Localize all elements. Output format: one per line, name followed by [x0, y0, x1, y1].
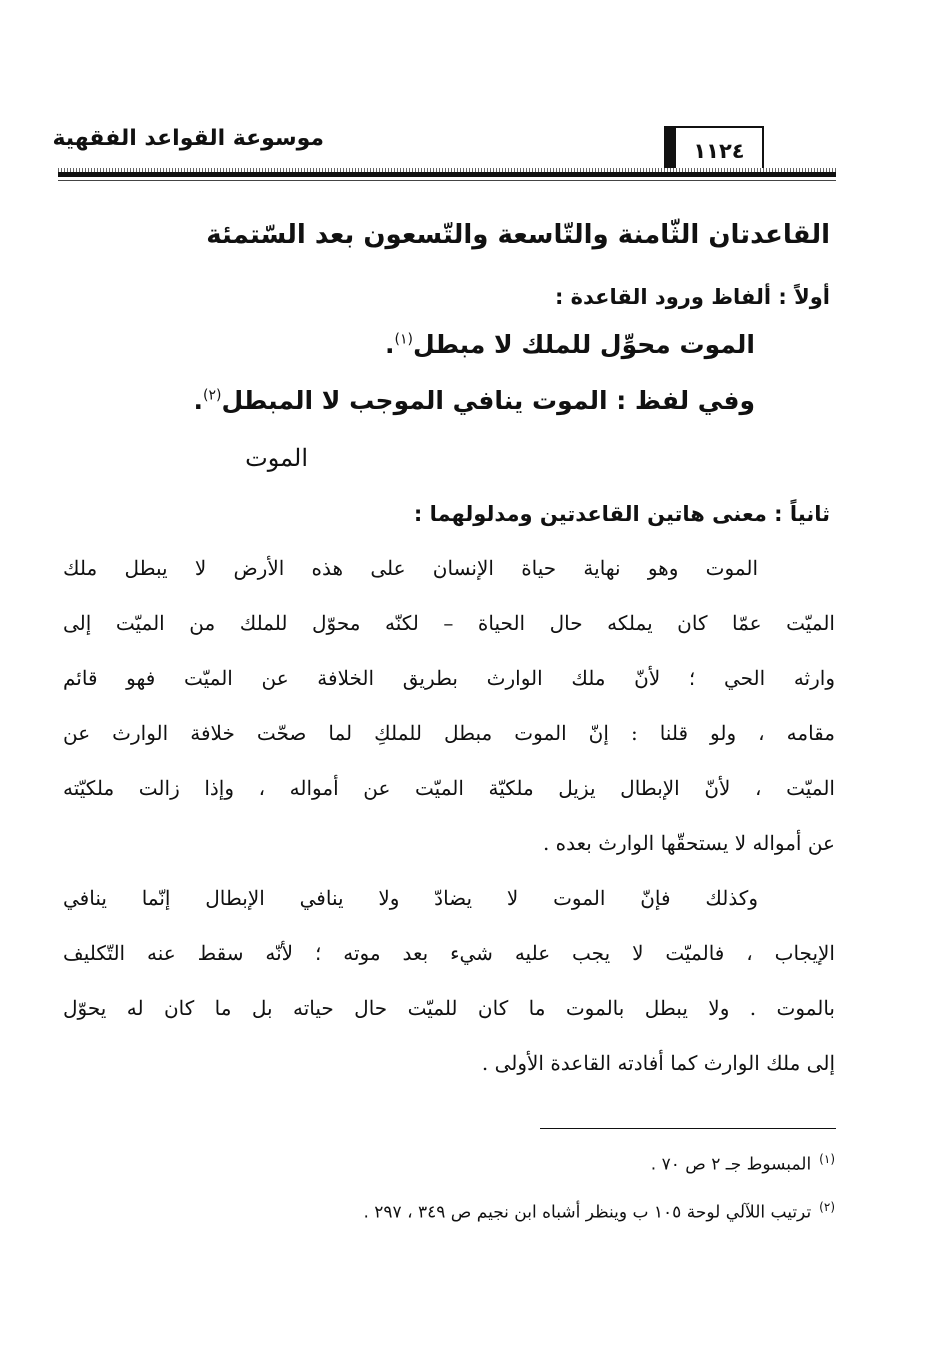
footnote-ref-1: (١) — [394, 331, 413, 348]
rule-statement-1-text: الموت محوِّل للملك لا مبطل — [413, 330, 755, 359]
header-thin-rule — [58, 180, 836, 181]
footnote-2 — [95, 1200, 835, 1223]
rule-statement-1 — [55, 330, 755, 359]
paragraph1-line: الميّت عمّا كان يملكه حال الحياة – لكنّه محوّل للملك من الميّت إلى — [63, 611, 835, 635]
section-heading-meaning: ثانياً : معنى هاتين القاعدتين ومدلولهما : — [413, 502, 830, 526]
footnote-2-mark: (٢) — [819, 1200, 835, 1214]
footnote-2-text: ترتيب اللآلي لوحة ١٠٥ ب وينظر أشباه ابن نجيم ص ٣٤٩ ، ٢٩٧ . — [363, 1202, 812, 1223]
paragraph2-line: إلى ملك الوارث كما أفادته القاعدة الأولى . — [481, 1051, 835, 1075]
paragraph1-line: عن أمواله لا يستحقّها الوارث بعده . — [542, 831, 835, 855]
footnote-separator — [540, 1128, 836, 1129]
paragraph2-line: بالموت . ولا يبطل بالموت ما كان للميّت حال حياته بل ما كان له يحوّل — [63, 996, 835, 1020]
section-heading-wording: أولاً : ألفاظ ورود القاعدة : — [554, 285, 830, 309]
rule-statement-1-end: . — [385, 330, 395, 359]
footnote-1-text: المبسوط جـ ٢ ص ٧٠ . — [650, 1154, 812, 1175]
footnote-ref-2: (٢) — [203, 387, 222, 404]
paragraph1-line: الميّت ، لأنّ الإبطال يزيل ملكيّة الميّت عن أمواله ، وإذا زالت ملكيّته — [63, 776, 835, 800]
rule-title: القاعدتان الثّامنة والتّاسعة والتّسعون بعد السّتمئة — [206, 220, 830, 250]
header-rule — [58, 172, 836, 177]
paragraph2-line: الإيجاب ، فالميّت لا يجب عليه شيء بعد موته ؛ لأنّه سقط عنه التّكليف — [63, 941, 835, 965]
page-number: ١١٢٤ — [664, 126, 764, 174]
footnote-1-mark: (١) — [819, 1152, 835, 1166]
rule-statement-2 — [55, 386, 755, 415]
rule-statement-2-end: . — [193, 386, 204, 415]
book-title: موسوعة القواعد الفقهية — [52, 126, 324, 151]
stray-word: الموت — [245, 444, 308, 472]
paragraph1-line: وارثه الحي ؛ لأنّ ملك الوارث بطريق الخلافة عن الميّت فهو قائم — [63, 666, 835, 690]
paragraph1-line: الموت وهو نهاية حياة الإنسان على هذه الأرض لا يبطل ملك — [63, 556, 758, 580]
footnote-1 — [95, 1152, 835, 1175]
paragraph2-line: وكذلك فإنّ الموت لا يضادّ ولا ينافي الإبطال إنّما ينافي — [63, 886, 758, 910]
rule-statement-2-text: وفي لفظ : الموت ينافي الموجب لا المبطل — [221, 386, 755, 415]
paragraph1-line: مقامه ، ولو قلنا : إنّ الموت مبطل للملكِ لما صحّت خلافة الوارث عن — [63, 721, 835, 745]
